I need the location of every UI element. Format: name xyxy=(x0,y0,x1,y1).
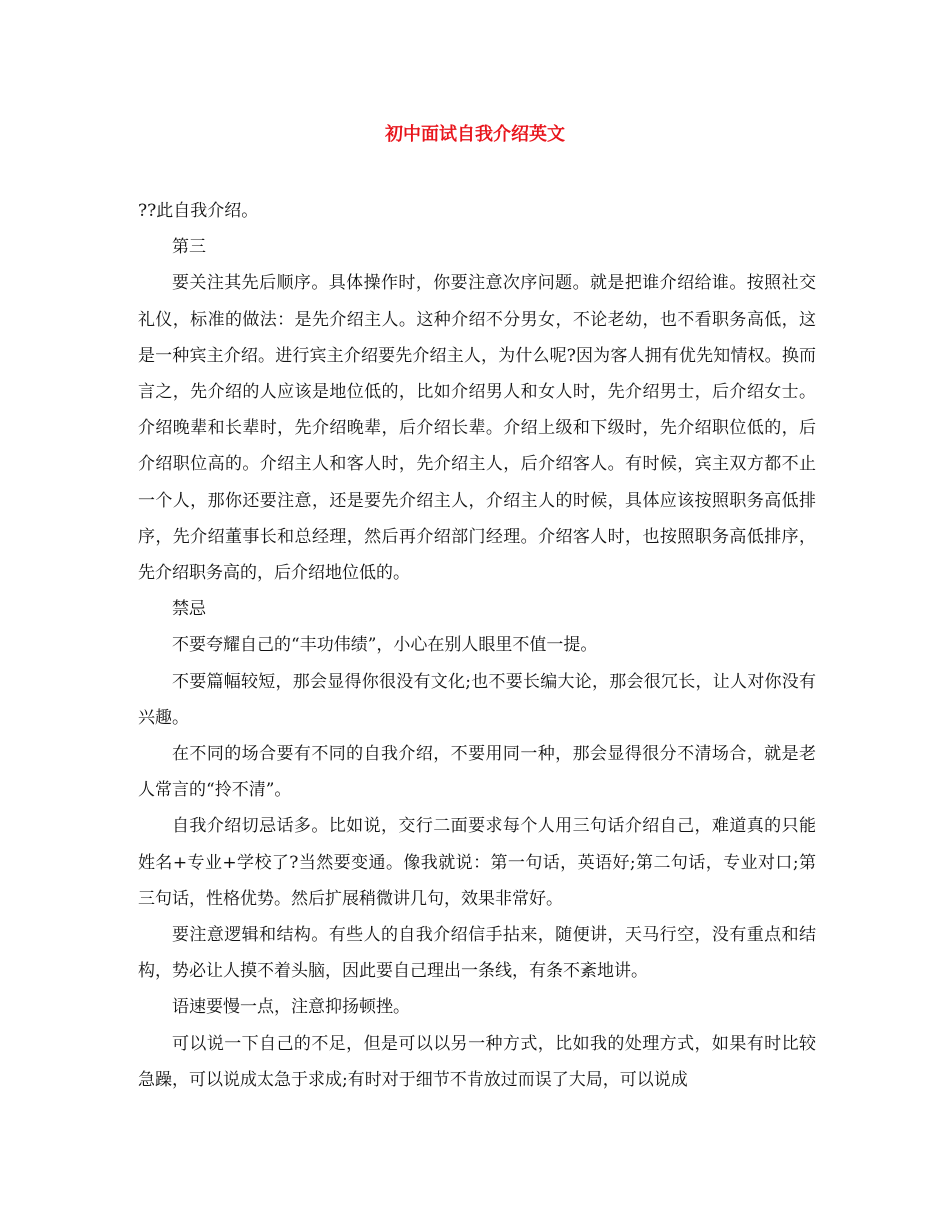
paragraph-taboo-1: 不要夸耀自己的“丰功伟绩”，小心在别人眼里不值一提。 xyxy=(172,635,598,656)
paragraph-taboo-4: 自我介绍切忌话多。比如说，交行二面要求每个人用三句话介绍自己，难道真的只能姓名+专业+学校了?当然要变通。像我就说：第一句话，英语好;第二句话，专业对口;第三句话，性格优势。然后扩展稍微讲几句，效果非常好。 xyxy=(138,816,816,909)
document-body xyxy=(138,193,816,1098)
document-title: 初中面试自我介绍英文 xyxy=(385,124,565,145)
paragraph-taboo-7: 可以说一下自己的不足，但是可以以另一种方式，比如我的处理方式，如果有时比较急躁，可以说成太急于求成;有时对于细节不肯放过而误了大局，可以说成 xyxy=(138,1033,816,1090)
heading-third: 第三 xyxy=(172,237,206,258)
paragraph-taboo-3: 在不同的场合要有不同的自我介绍，不要用同一种，那会显得很分不清场合，就是老人常言的“拎不清”。 xyxy=(138,744,816,801)
paragraph-taboo-6: 语速要慢一点，注意抑扬顿挫。 xyxy=(172,997,410,1018)
heading-taboo: 禁忌 xyxy=(172,599,206,620)
paragraph-taboo-5: 要注意逻辑和结构。有些人的自我介绍信手拈来，随便讲，天马行空，没有重点和结构，势必让人摸不着头脑，因此要自己理出一条线，有条不紊地讲。 xyxy=(138,925,816,982)
paragraph-order: 要关注其先后顺序。具体操作时，你要注意次序问题。就是把谁介绍给谁。按照社交礼仪，标准的做法：是先介绍主人。这种介绍不分男女，不论老幼，也不看职务高低，这是一种宾主介绍。进行宾主介绍要先介绍主人，为什么呢?因为客人拥有优先知情权。换而言之，先介绍的人应该是地位低的，比如介绍男人和女人时，先介绍男士，后介绍女士。介绍晚辈和长辈时，先介绍晚辈，后介绍长辈。介绍上级和下级时，先介绍职位低的，后介绍职位高的。介绍主人和客人时，先介绍主人，后介绍客人。有时候，宾主双方都不止一个人，那你还要注意，还是要先介绍主人，介绍主人的时候，具体应该按照职务高低排序，先介绍董事长和总经理，然后再介绍部门经理。介绍客人时，也按照职务高低排序，先介绍职务高的，后介绍地位低的。 xyxy=(138,273,816,584)
paragraph-intro: ??此自我介绍。 xyxy=(138,201,259,221)
paragraph-taboo-2: 不要篇幅较短，那会显得你很没有文化;也不要长编大论，那会很冗长，让人对你没有兴趣。 xyxy=(138,671,816,728)
